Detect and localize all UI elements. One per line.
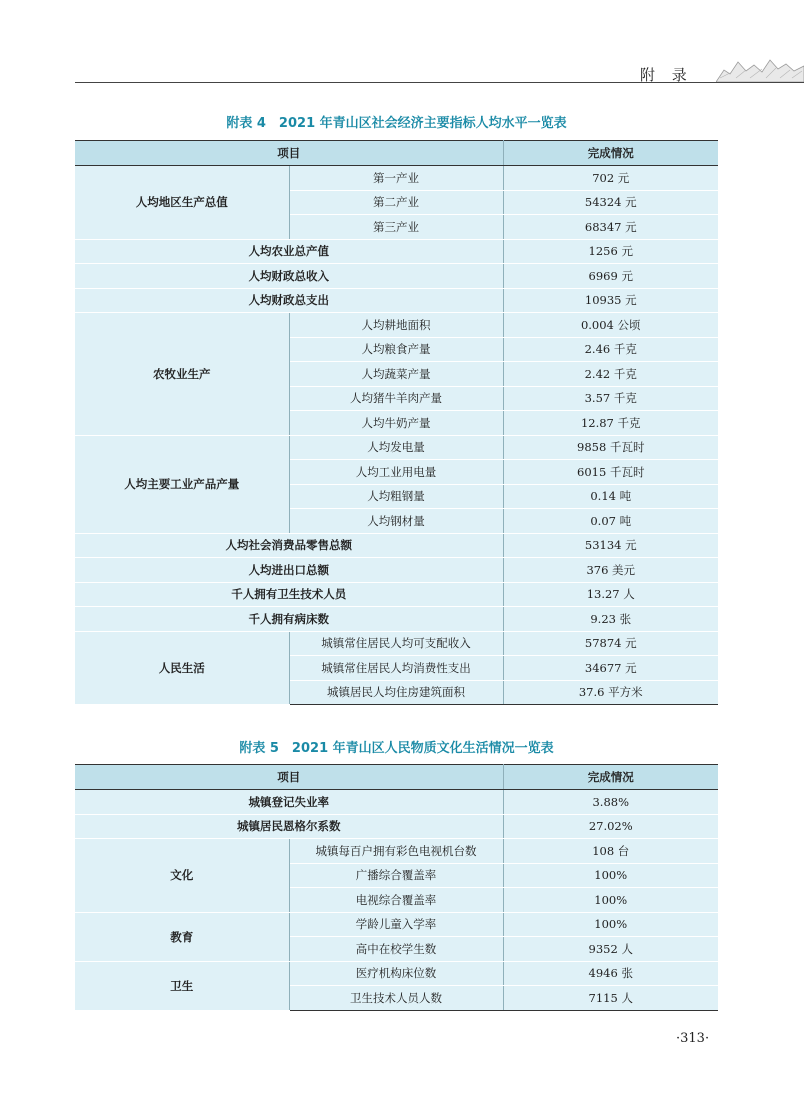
category-label: 卫生	[75, 961, 289, 1010]
value-cell: 1256 元	[503, 239, 718, 264]
subitem-label: 城镇常住居民人均可支配收入	[289, 631, 503, 656]
table-row	[75, 912, 718, 937]
value-cell: 53134 元	[503, 533, 718, 558]
item-label: 人均农业总产值	[75, 239, 503, 264]
value-cell: 0.07 吨	[503, 509, 718, 534]
item-label: 人均财政总收入	[75, 264, 503, 289]
subitem-label: 城镇居民人均住房建筑面积	[289, 680, 503, 705]
category-label: 文化	[75, 839, 289, 913]
table5-caption: 附表 5 2021 年青山区人民物质文化生活情况一览表	[239, 741, 554, 756]
table-row	[75, 239, 718, 264]
item-label: 城镇居民恩格尔系数	[75, 814, 503, 839]
subitem-label: 城镇每百户拥有彩色电视机台数	[289, 839, 503, 864]
item-label: 千人拥有病床数	[75, 607, 503, 632]
value-cell: 27.02%	[503, 814, 718, 839]
column-header-status: 完成情况	[503, 765, 718, 790]
subitem-label: 广播综合覆盖率	[289, 863, 503, 888]
table5	[75, 764, 718, 1011]
subitem-label: 医疗机构床位数	[289, 961, 503, 986]
page-header	[0, 0, 804, 90]
value-cell: 2.46 千克	[503, 337, 718, 362]
table-row	[75, 631, 718, 656]
subitem-label: 人均蔬菜产量	[289, 362, 503, 387]
value-cell: 100%	[503, 863, 718, 888]
value-cell: 10935 元	[503, 288, 718, 313]
value-cell: 702 元	[503, 166, 718, 191]
value-cell: 100%	[503, 888, 718, 913]
value-cell: 0.004 公顷	[503, 313, 718, 338]
item-label: 人均财政总支出	[75, 288, 503, 313]
category-label: 教育	[75, 912, 289, 961]
subitem-label: 人均粮食产量	[289, 337, 503, 362]
subitem-label: 第二产业	[289, 190, 503, 215]
value-cell: 9.23 张	[503, 607, 718, 632]
value-cell: 7115 人	[503, 986, 718, 1011]
value-cell: 2.42 千克	[503, 362, 718, 387]
subitem-label: 人均工业用电量	[289, 460, 503, 485]
header-rule	[75, 82, 804, 83]
value-cell: 100%	[503, 912, 718, 937]
value-cell: 37.6 平方米	[503, 680, 718, 705]
value-cell: 3.88%	[503, 790, 718, 815]
table4	[75, 140, 718, 705]
landscape-decoration-icon	[716, 56, 804, 82]
item-label: 千人拥有卫生技术人员	[75, 582, 503, 607]
table-row	[75, 814, 718, 839]
category-label: 农牧业生产	[75, 313, 289, 436]
column-header-item: 项目	[75, 765, 503, 790]
value-cell: 6969 元	[503, 264, 718, 289]
subitem-label: 人均粗钢量	[289, 484, 503, 509]
subitem-label: 第一产业	[289, 166, 503, 191]
item-label: 人均社会消费品零售总额	[75, 533, 503, 558]
table-row	[75, 533, 718, 558]
subitem-label: 学龄儿童入学率	[289, 912, 503, 937]
table-row	[75, 839, 718, 864]
category-label: 人均地区生产总值	[75, 166, 289, 240]
value-cell: 376 美元	[503, 558, 718, 583]
table-row	[75, 558, 718, 583]
page-number: ·313·	[676, 1031, 710, 1046]
table-row	[75, 288, 718, 313]
subitem-label: 电视综合覆盖率	[289, 888, 503, 913]
subitem-label: 人均发电量	[289, 435, 503, 460]
value-cell: 12.87 千克	[503, 411, 718, 436]
item-label: 人均进出口总额	[75, 558, 503, 583]
value-cell: 6015 千瓦时	[503, 460, 718, 485]
subitem-label: 高中在校学生数	[289, 937, 503, 962]
subitem-label: 人均牛奶产量	[289, 411, 503, 436]
value-cell: 68347 元	[503, 215, 718, 240]
section-title: 附 录	[640, 66, 693, 84]
table-row	[75, 790, 718, 815]
value-cell: 57874 元	[503, 631, 718, 656]
subitem-label: 人均耕地面积	[289, 313, 503, 338]
subitem-label: 城镇常住居民人均消费性支出	[289, 656, 503, 681]
table-row	[75, 607, 718, 632]
category-label: 人均主要工业产品产量	[75, 435, 289, 533]
value-cell: 3.57 千克	[503, 386, 718, 411]
column-header-item: 项目	[75, 141, 503, 166]
table-row	[75, 313, 718, 338]
table-row	[75, 961, 718, 986]
value-cell: 108 台	[503, 839, 718, 864]
subitem-label: 人均钢材量	[289, 509, 503, 534]
subitem-label: 人均猪牛羊肉产量	[289, 386, 503, 411]
subitem-label: 第三产业	[289, 215, 503, 240]
item-label: 城镇登记失业率	[75, 790, 503, 815]
value-cell: 54324 元	[503, 190, 718, 215]
table-row	[75, 435, 718, 460]
value-cell: 34677 元	[503, 656, 718, 681]
value-cell: 4946 张	[503, 961, 718, 986]
value-cell: 9858 千瓦时	[503, 435, 718, 460]
table-row	[75, 582, 718, 607]
table-row	[75, 166, 718, 191]
value-cell: 0.14 吨	[503, 484, 718, 509]
column-header-status: 完成情况	[503, 141, 718, 166]
subitem-label: 卫生技术人员人数	[289, 986, 503, 1011]
category-label: 人民生活	[75, 631, 289, 705]
header-row	[75, 765, 718, 790]
value-cell: 9352 人	[503, 937, 718, 962]
table4-caption: 附表 4 2021 年青山区社会经济主要指标人均水平一览表	[226, 116, 567, 131]
header-row	[75, 141, 718, 166]
table-row	[75, 264, 718, 289]
value-cell: 13.27 人	[503, 582, 718, 607]
